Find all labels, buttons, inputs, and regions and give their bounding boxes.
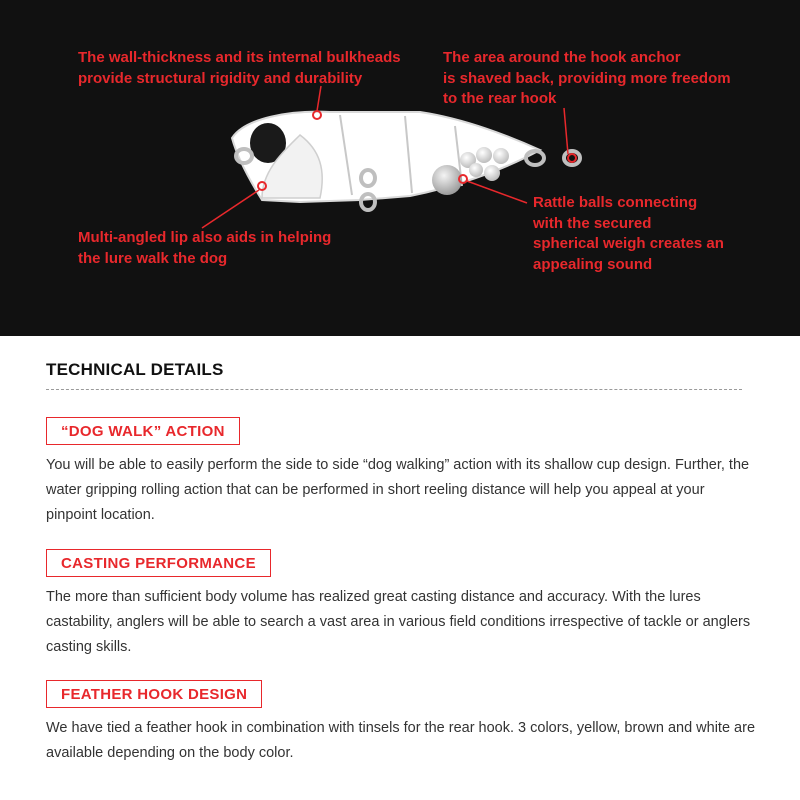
section-title: TECHNICAL DETAILS xyxy=(46,360,224,379)
callout-line xyxy=(317,86,321,111)
callout-line xyxy=(202,190,259,228)
callout-wall-thickness: The wall-thickness and its internal bulkheads provide structural rigidity and durability xyxy=(78,49,401,87)
section-body-casting: The more than sufficient body volume has realized great casting distance and accuracy. With the lures castability, anglers will be able to search a vast area in various field conditions irrespective of tackle or anglers casting skills. xyxy=(46,589,751,655)
callout-hook-anchor: The area around the hook anchor is shaved back, providing more freedom to the rear hook xyxy=(443,49,731,107)
section-heading-feather-hook: FEATHER HOOK DESIGN xyxy=(46,680,262,708)
callout-line xyxy=(564,108,568,154)
technical-details-section xyxy=(0,336,800,766)
lure-diagram-banner xyxy=(0,0,800,336)
section-heading-dog-walk: “DOG WALK” ACTION xyxy=(46,417,240,445)
rattle-ball xyxy=(493,148,509,164)
section-heading-casting: CASTING PERFORMANCE xyxy=(46,549,271,577)
callout-lip: Multi-angled lip also aids in helping the lure walk the dog xyxy=(78,229,332,267)
spherical-weight xyxy=(432,165,462,195)
callout-rattle: Rattle balls connecting with the secured spherical weigh creates an appealing sound xyxy=(533,194,724,273)
callout-line xyxy=(467,181,527,203)
rattle-ball xyxy=(469,163,483,177)
callout-dot xyxy=(568,154,576,162)
section-body-dog-walk: You will be able to easily perform the side to side “dog walking” action with its shallow cup design. Further, the water gripping rolling action that can be performed in short reeling distance will help you appeal at your pinpoint location. xyxy=(46,457,750,523)
rattle-ball xyxy=(476,147,492,163)
rattle-ball xyxy=(484,165,500,181)
dashed-divider xyxy=(46,389,742,390)
section-body-feather-hook: We have tied a feather hook in combination with tinsels for the rear hook. 3 colors, yellow, brown and white are available depending on the body color. xyxy=(46,720,756,761)
